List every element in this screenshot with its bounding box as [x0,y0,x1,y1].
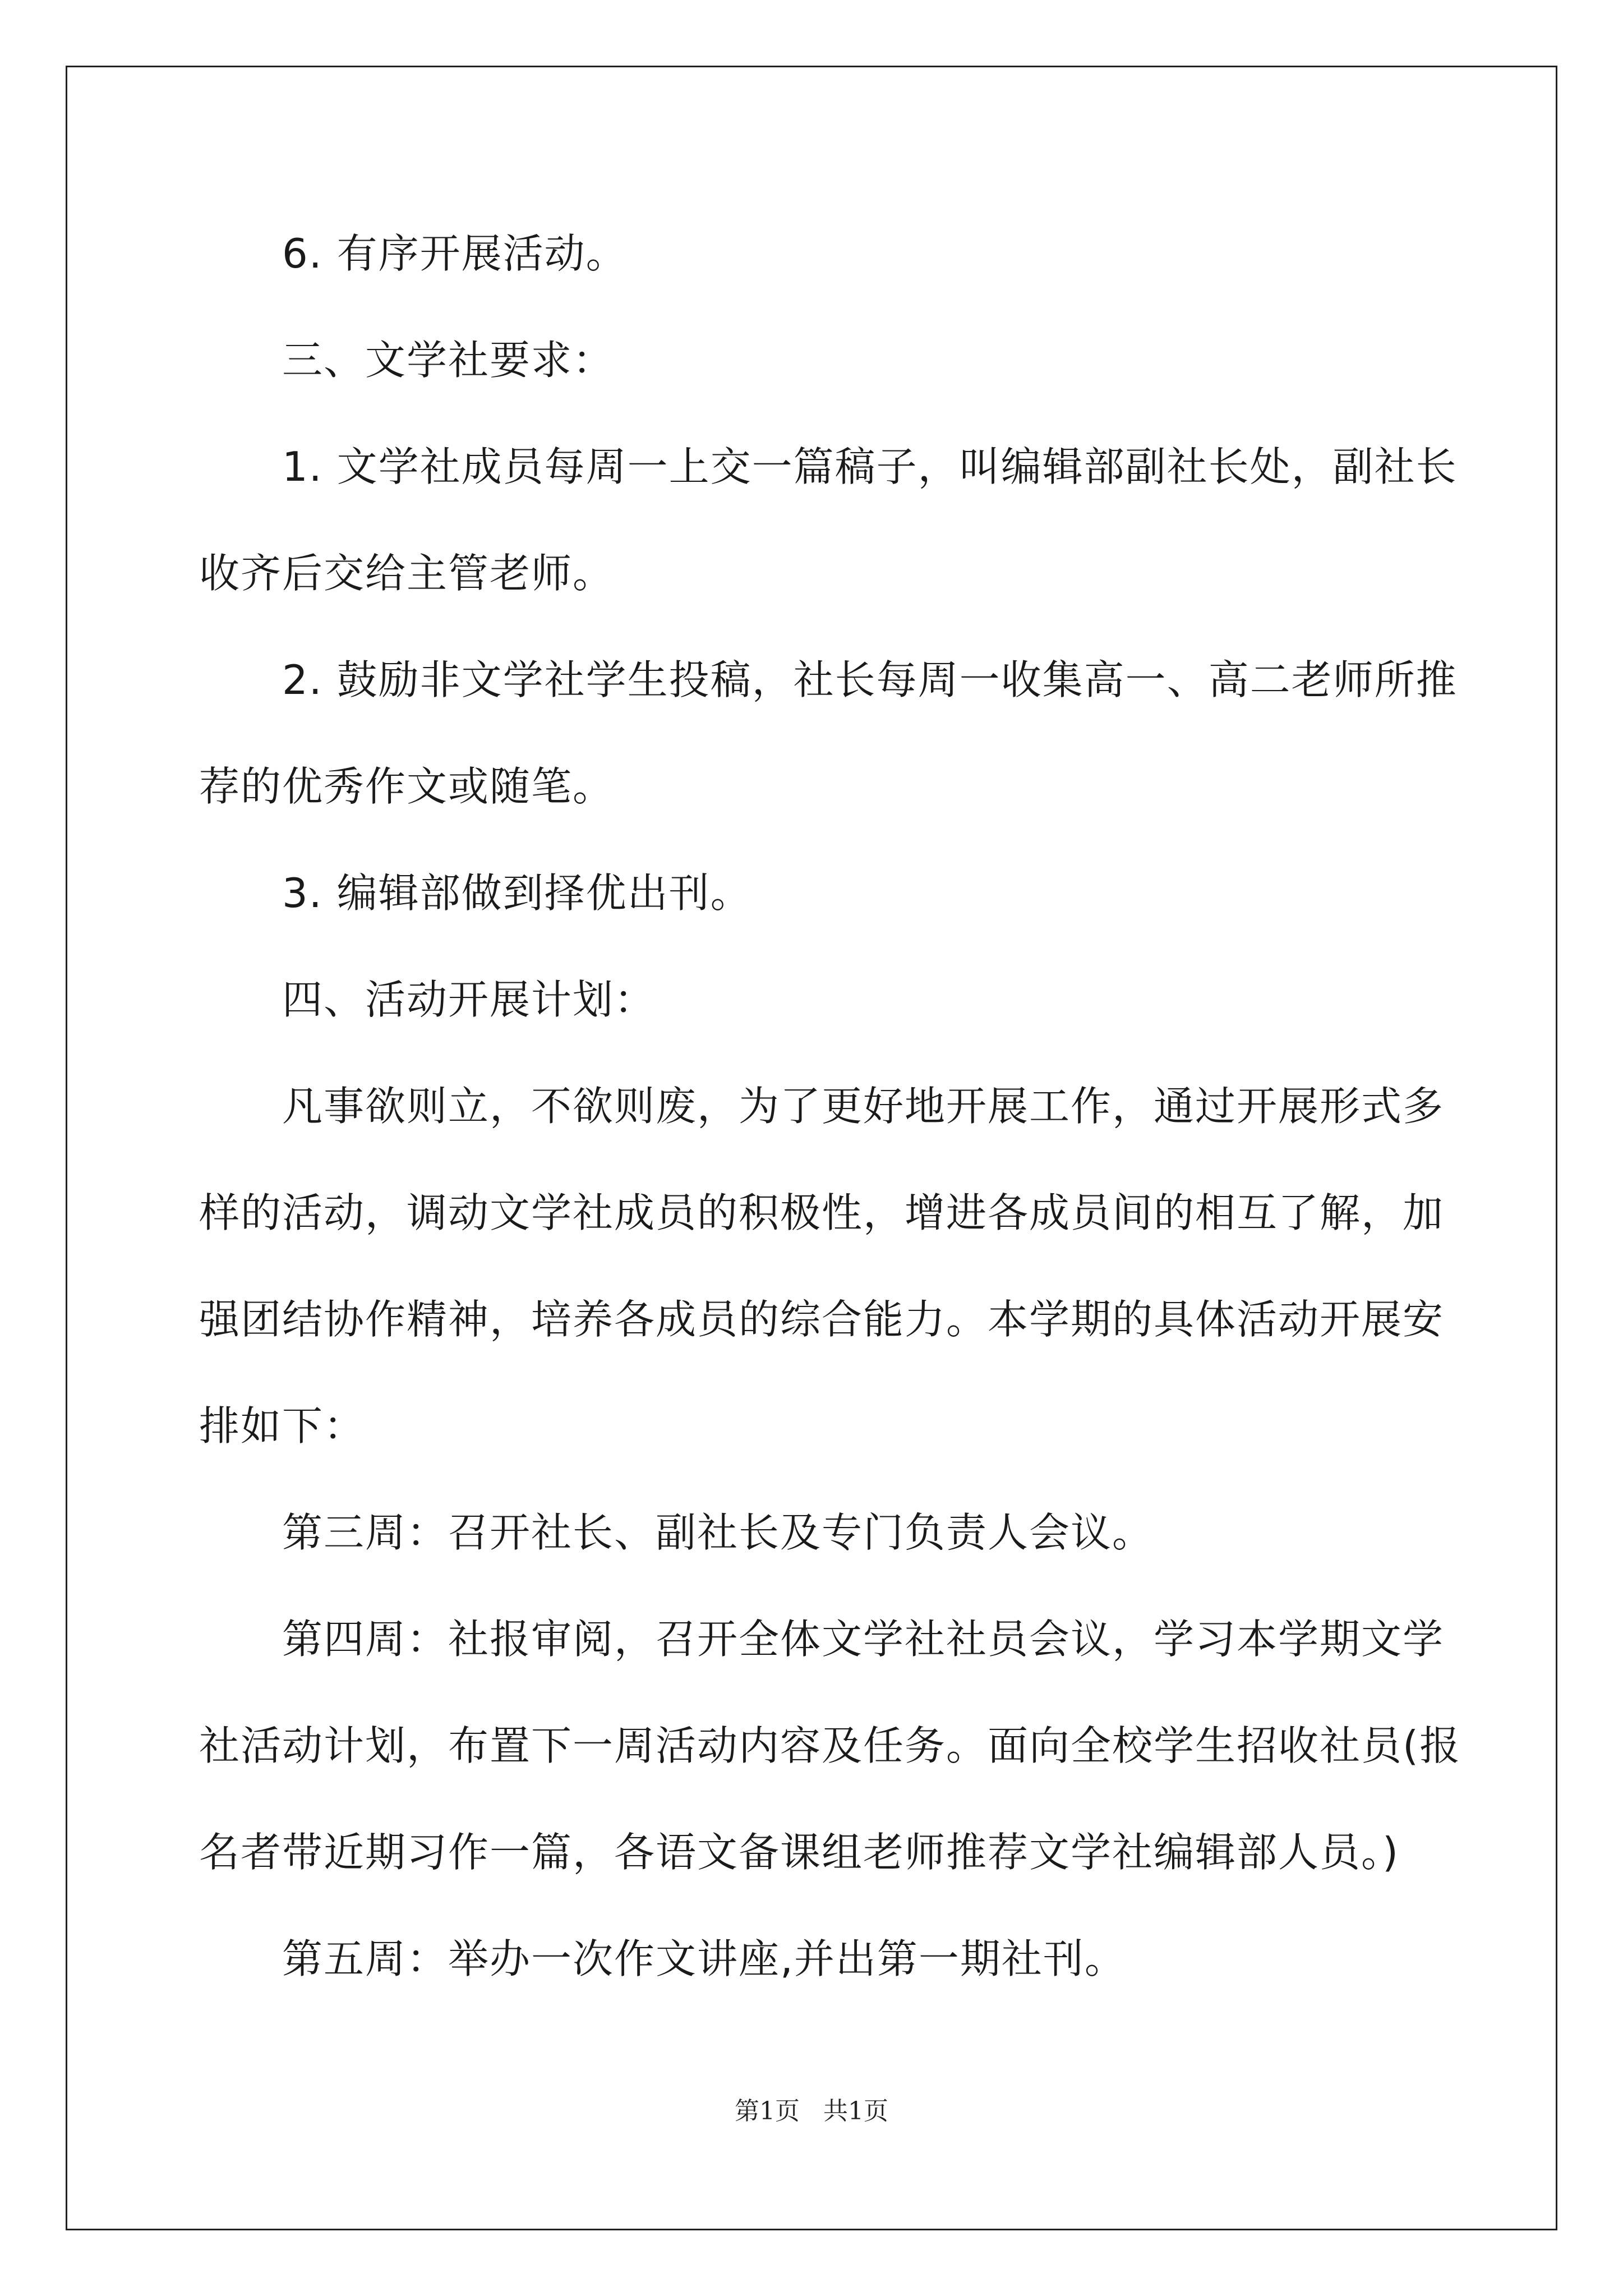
section-heading: 三、文学社要求： [282,337,615,384]
page-border [66,66,1557,2230]
body-line: 排如下： [199,1402,366,1450]
body-line: 6. 有序开展活动。 [282,230,628,277]
body-line: 第五周：举办一次作文讲座,并出第一期社刊。 [282,1935,1126,1982]
body-line: 凡事欲则立，不欲则废，为了更好地开展工作，通过开展形式多 [282,1083,1445,1130]
body-line: 收齐后交给主管老师。 [199,550,615,597]
section-heading: 四、活动开展计划： [282,976,656,1023]
body-line: 3. 编辑部做到择优出刊。 [282,869,752,917]
body-line: 荐的优秀作文或随笔。 [199,763,615,810]
body-line: 强团结协作精神，培养各成员的综合能力。本学期的具体活动开展安 [199,1296,1445,1343]
body-line: 社活动计划，布置下一周活动内容及任务。面向全校学生招收社员(报 [199,1722,1461,1769]
body-line: 样的活动，调动文学社成员的积极性，增进各成员间的相互了解，加 [199,1189,1445,1236]
body-line: 名者带近期习作一篇，各语文备课组老师推荐文学社编辑部人员。) [199,1829,1400,1876]
page-footer: 第1页 共1页 [735,2097,888,2125]
body-line: 第四周：社报审阅，召开全体文学社社员会议，学习本学期文学 [282,1616,1445,1663]
body-line: 第三周：召开社长、副社长及专门负责人会议。 [282,1509,1154,1556]
body-line: 1. 文学社成员每周一上交一篇稿子，叫编辑部副社长处，副社长 [282,443,1458,490]
body-line: 2. 鼓励非文学社学生投稿，社长每周一收集高一、高二老师所推 [282,656,1458,703]
